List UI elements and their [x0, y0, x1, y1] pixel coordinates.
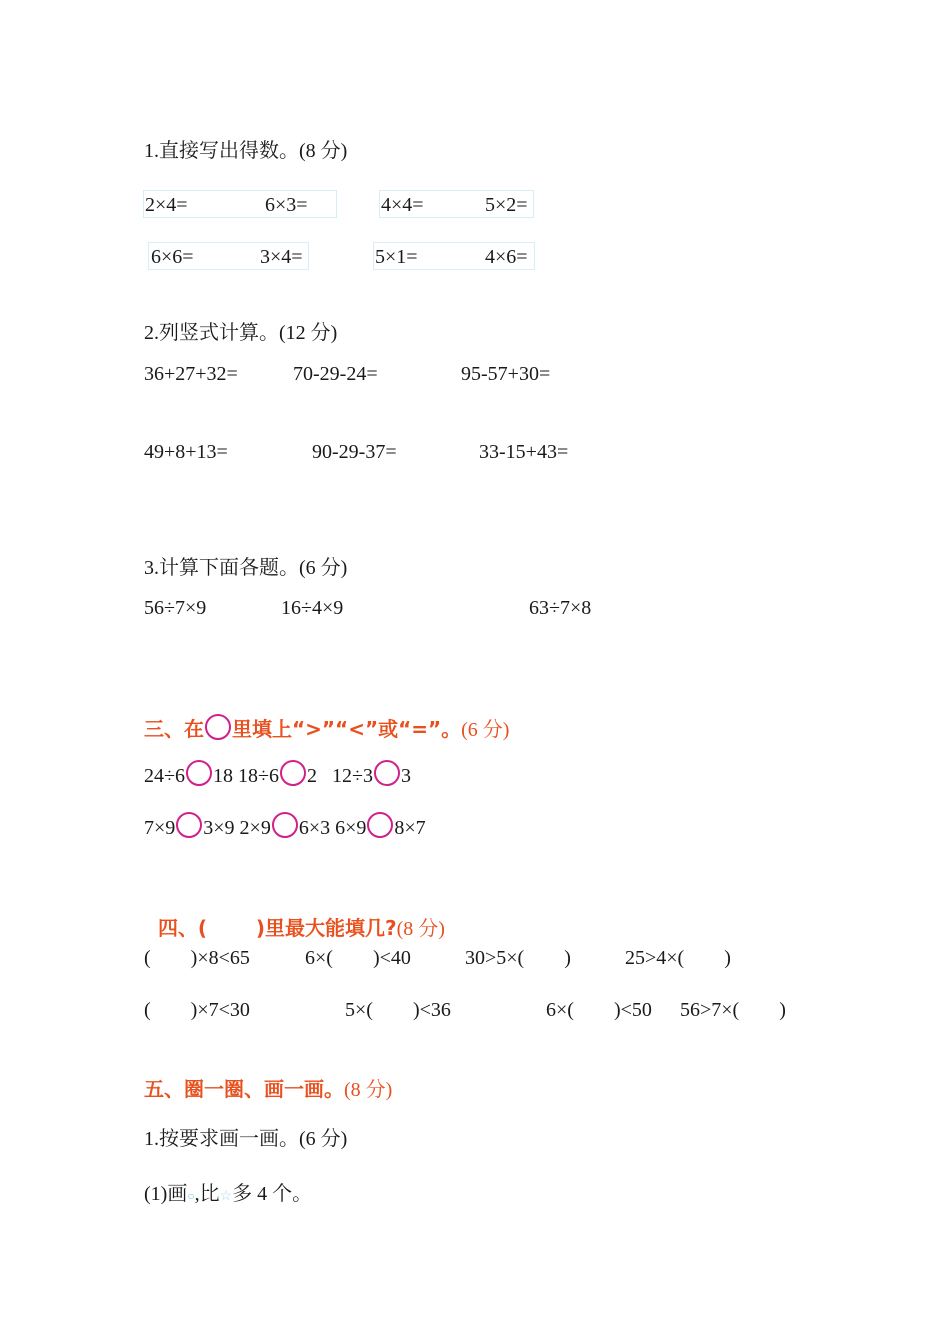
compare-blank-circle[interactable]: [186, 760, 212, 786]
section-3-heading: [144, 714, 509, 740]
draw-instruction: [144, 1184, 312, 1204]
compare-text: 3: [400, 765, 411, 787]
q1-problem: 4×6=: [485, 246, 528, 268]
compare-text: 24÷6: [144, 765, 185, 787]
section-3-points: (6 分): [461, 719, 510, 741]
q3-problem: 56÷7×9: [144, 597, 207, 619]
section-4-title: 四、( )里最大能填几?: [157, 916, 397, 940]
draw-text: (1)画: [144, 1183, 188, 1205]
fill-item[interactable]: 5×( )<36: [345, 999, 451, 1021]
compare-blank-circle[interactable]: [272, 812, 298, 838]
compare-blank-circle[interactable]: [374, 760, 400, 786]
q1-problem: 5×2=: [485, 194, 528, 216]
compare-text: 6×3 6×9: [298, 817, 367, 839]
q1-problem: 6×6=: [151, 246, 194, 268]
q2-title: 2.列竖式计算。(12 分): [144, 322, 338, 344]
blank-circle-icon: [205, 714, 231, 740]
q3-title: 3.计算下面各题。(6 分): [144, 557, 348, 579]
q1-problem: 6×3=: [265, 194, 308, 216]
draw-text: 多 4 个。: [232, 1183, 313, 1205]
section-4-heading: [144, 898, 445, 939]
q2-problem: 90-29-37=: [312, 441, 397, 463]
q2-problem: 70-29-24=: [293, 363, 378, 385]
q3-problem: 16÷4×9: [281, 597, 344, 619]
compare-blank-circle[interactable]: [280, 760, 306, 786]
fill-item[interactable]: 6×( )<40: [305, 947, 411, 969]
q2-problem: 33-15+43=: [479, 441, 569, 463]
fill-item[interactable]: 56>7×( ): [680, 999, 786, 1021]
section-5-heading: [144, 1079, 392, 1100]
fill-item[interactable]: 30>5×( ): [465, 947, 571, 969]
compare-text: 2 12÷3: [306, 765, 373, 787]
q1-problem: 2×4=: [145, 194, 188, 216]
section-5-subtitle: 1.按要求画一画。(6 分): [144, 1128, 348, 1150]
fill-item[interactable]: ( )×8<65: [144, 947, 250, 969]
q2-problem: 95-57+30=: [461, 363, 551, 385]
q1-problem: 3×4=: [260, 246, 303, 268]
compare-blank-circle[interactable]: [367, 812, 393, 838]
fill-item[interactable]: ( )×7<30: [144, 999, 250, 1021]
q2-problem: 36+27+32=: [144, 363, 238, 385]
fill-item[interactable]: 6×( )<50: [546, 999, 652, 1021]
section-4-points: (8 分): [396, 918, 445, 940]
section-3-prefix: 三、在: [144, 717, 204, 741]
fill-item[interactable]: 25>4×( ): [625, 947, 731, 969]
compare-text: 3×9 2×9: [203, 817, 271, 839]
compare-text: 7×9: [144, 817, 176, 839]
compare-row-2: [144, 812, 426, 838]
q1-problem: 5×1=: [375, 246, 418, 268]
compare-text: 8×7: [394, 817, 426, 839]
q3-problem: 63÷7×8: [529, 597, 592, 619]
section-5-title: 五、圈一圈、画一画。: [144, 1077, 344, 1101]
section-5-points: (8 分): [344, 1079, 393, 1101]
compare-row-1: [144, 760, 411, 786]
q1-title: 1.直接写出得数。(8 分): [144, 140, 348, 162]
q2-problem: 49+8+13=: [144, 441, 228, 463]
section-3-suffix: 里填上“>”“<”或“=”。: [232, 717, 462, 741]
compare-blank-circle[interactable]: [176, 812, 202, 838]
small-circle-icon: ○: [187, 1189, 195, 1203]
draw-text: ,比: [194, 1183, 220, 1205]
star-icon: ☆: [219, 1189, 233, 1204]
q1-problem: 4×4=: [381, 194, 424, 216]
compare-text: 18 18÷6: [212, 765, 279, 787]
